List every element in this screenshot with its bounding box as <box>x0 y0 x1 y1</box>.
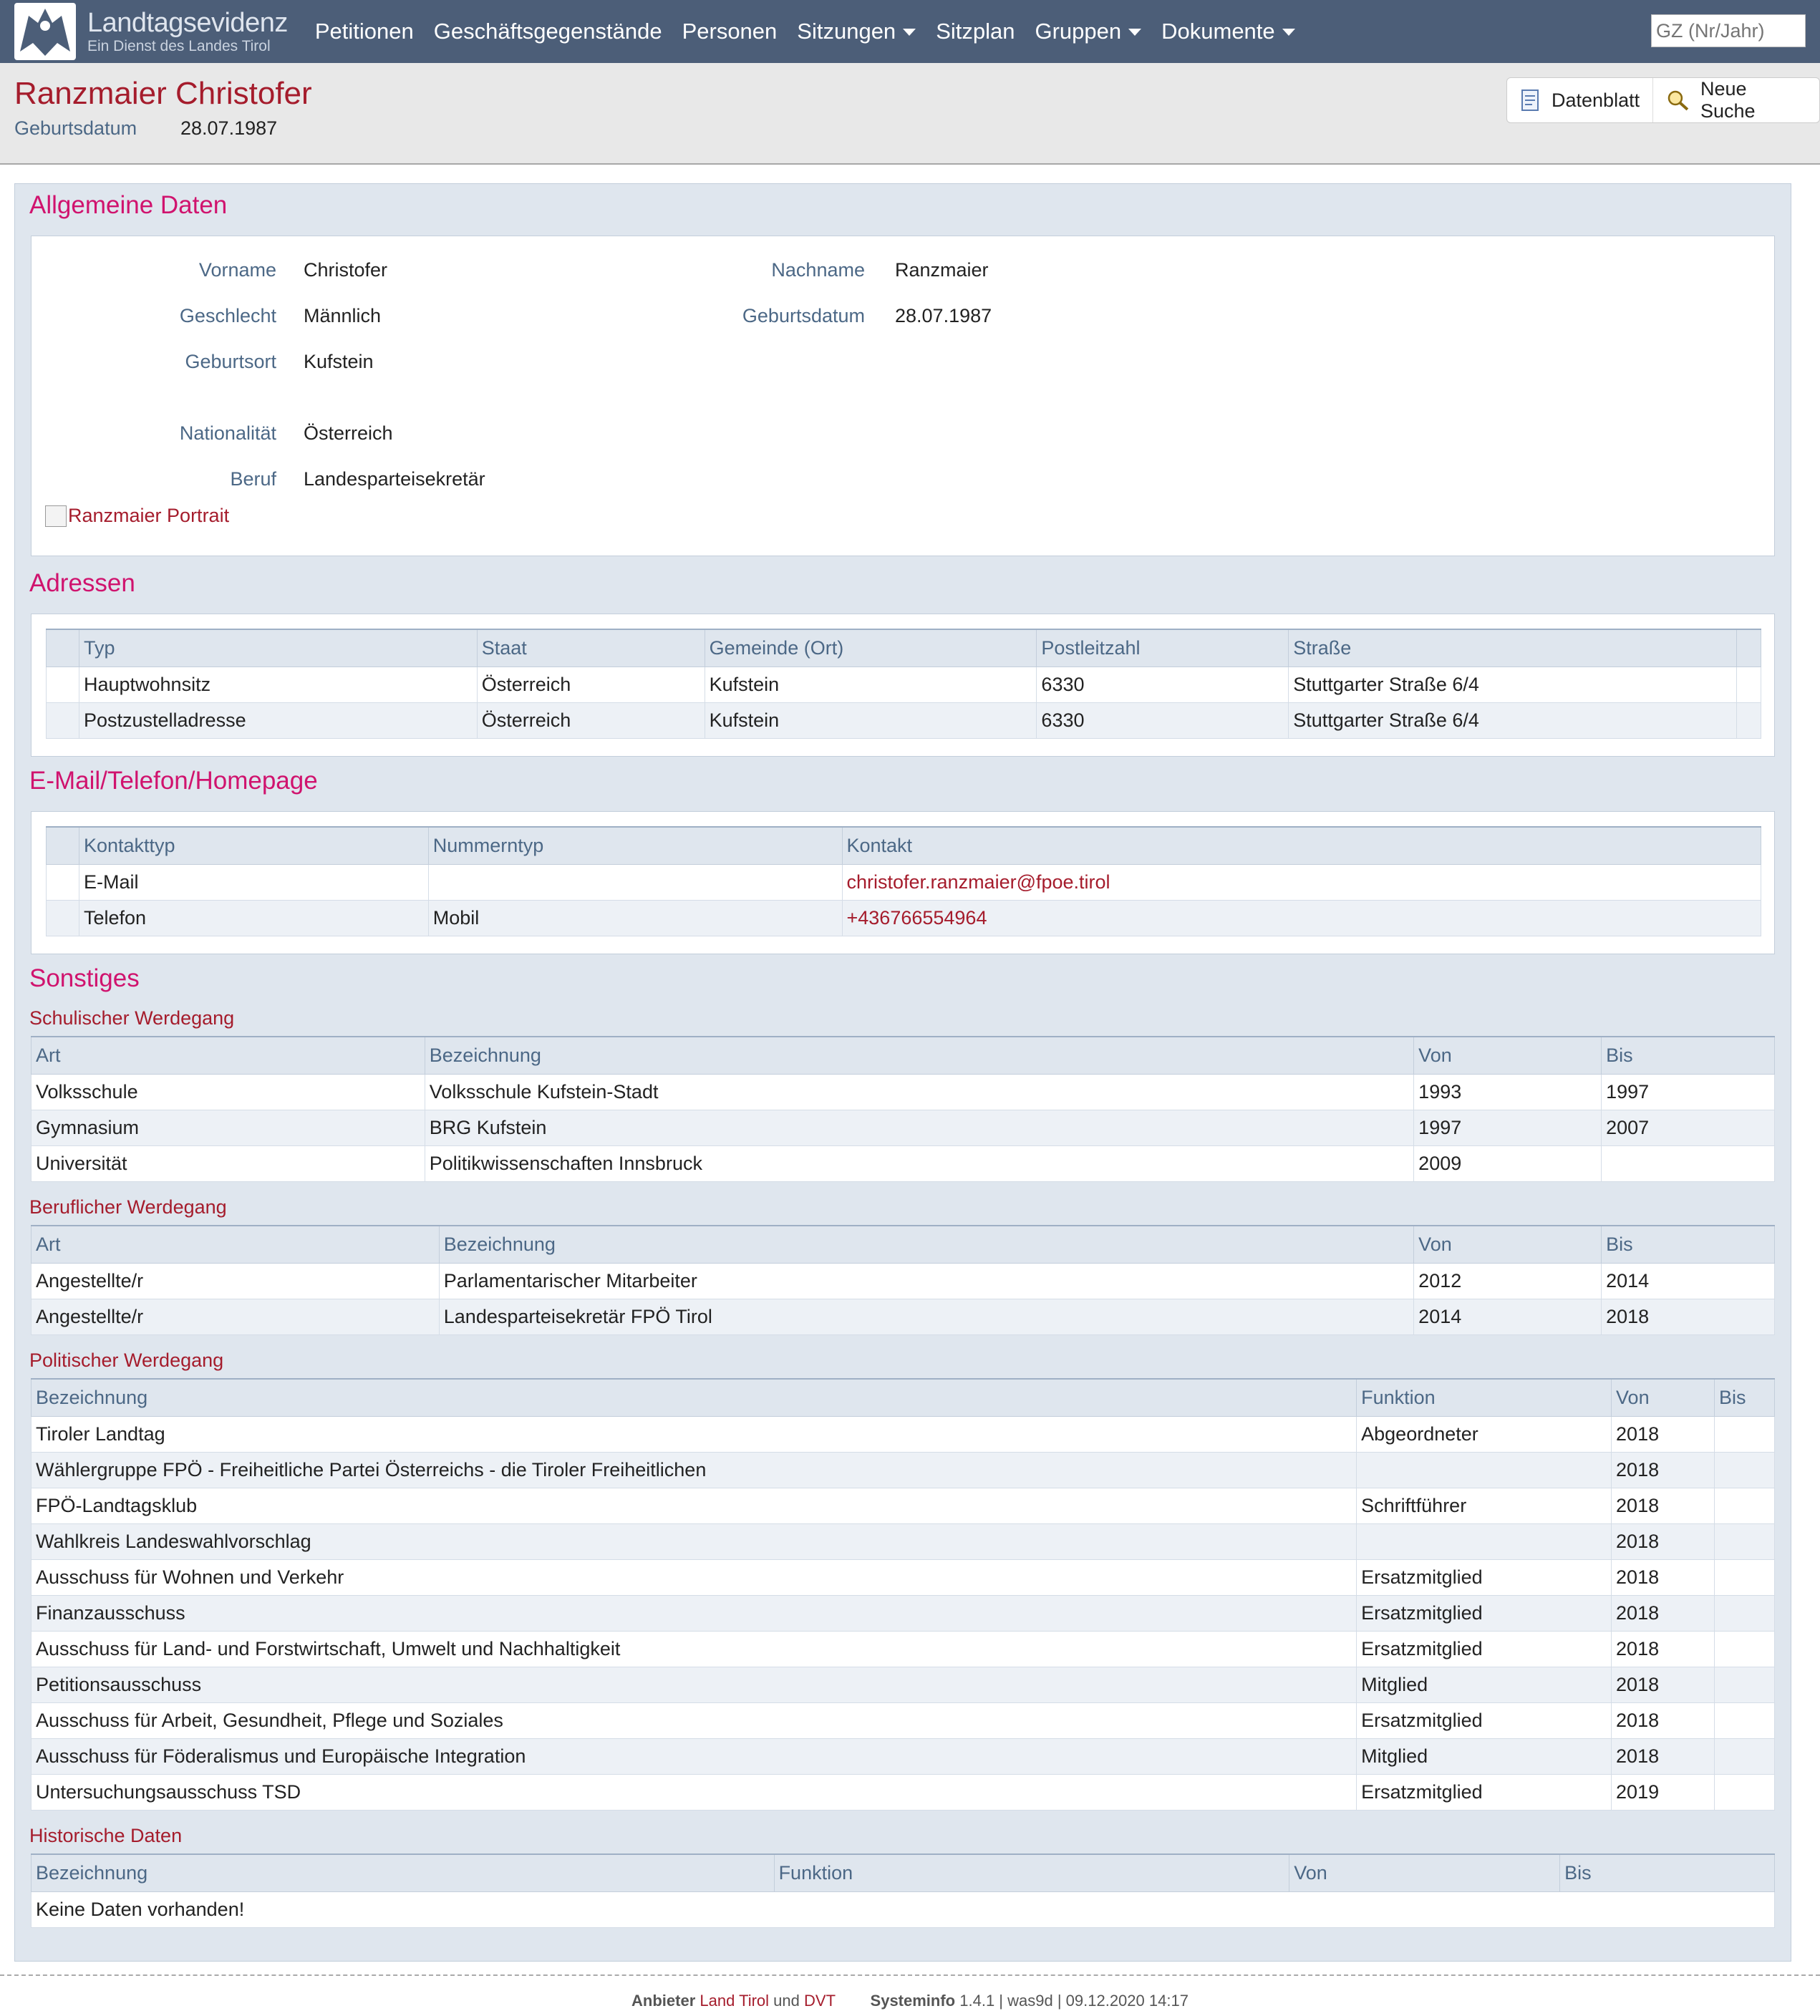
table-cell: 2018 <box>1612 1738 1715 1774</box>
table-row <box>47 900 1761 936</box>
table-row <box>32 1667 1775 1702</box>
table-cell: 2009 <box>1414 1145 1602 1181</box>
portrait-alt-text: Ranzmaier Portrait <box>68 505 230 526</box>
table-cell: Mitglied <box>1357 1738 1612 1774</box>
column-header[interactable]: Von <box>1612 1379 1715 1416</box>
table-cell: Ersatzmitglied <box>1357 1631 1612 1667</box>
table-cell: Volksschule Kufstein-Stadt <box>425 1074 1413 1110</box>
table-header-row <box>32 1226 1775 1263</box>
table-row <box>32 1523 1775 1559</box>
table-cell: 6330 <box>1037 667 1289 702</box>
row-spacer <box>1736 667 1761 702</box>
table-row <box>32 1110 1775 1145</box>
vorname-label: Vorname <box>198 259 276 281</box>
nav-item-personen[interactable] <box>682 19 778 44</box>
land-tirol-link[interactable]: Land Tirol <box>700 1992 770 2010</box>
table-cell: 2007 <box>1602 1110 1775 1145</box>
table-cell: 1993 <box>1414 1074 1602 1110</box>
table-cell <box>1714 1488 1774 1523</box>
section-title-kontakt: E-Mail/Telefon/Homepage <box>29 767 318 795</box>
datenblatt-button[interactable] <box>1507 78 1652 122</box>
table-row <box>47 864 1761 900</box>
kontakt-box <box>31 811 1775 954</box>
table-cell: Ausschuss für Wohnen und Verkehr <box>32 1559 1357 1595</box>
search-magnifier-icon <box>1666 89 1690 112</box>
table-cell: Stuttgarter Straße 6/4 <box>1289 667 1737 702</box>
column-header[interactable]: Art <box>32 1226 440 1263</box>
table-row <box>32 1416 1775 1452</box>
contact-link[interactable]: christofer.ranzmaier@fpoe.tirol <box>846 871 1110 893</box>
table-row <box>32 1702 1775 1738</box>
kontakt-table <box>46 826 1761 936</box>
table-cell: 1997 <box>1414 1110 1602 1145</box>
nav-item-gruppen[interactable] <box>1035 19 1141 44</box>
column-header[interactable]: Funktion <box>774 1854 1289 1891</box>
geburtsort-value: Kufstein <box>304 351 374 372</box>
table-cell: Volksschule <box>32 1074 425 1110</box>
subtitle-schulisch: Schulischer Werdegang <box>29 1007 235 1029</box>
table-cell <box>1714 1559 1774 1595</box>
table-cell: 2018 <box>1612 1416 1715 1452</box>
main-menu <box>305 0 1305 63</box>
caret-down-icon <box>903 29 916 36</box>
section-title-sonstiges: Sonstiges <box>29 964 140 992</box>
table-cell <box>842 864 1761 900</box>
schulisch-table <box>31 1036 1775 1182</box>
table-cell: BRG Kufstein <box>425 1110 1413 1145</box>
nachname-label: Nachname <box>771 259 865 281</box>
table-cell: Mitglied <box>1357 1667 1612 1702</box>
beruf-label: Beruf <box>230 468 276 490</box>
table-cell: Politikwissenschaften Innsbruck <box>425 1145 1413 1181</box>
table-cell: Ausschuss für Arbeit, Gesundheit, Pflege und Soziales <box>32 1702 1357 1738</box>
footer-und: und <box>773 1992 800 2010</box>
table-cell: 2018 <box>1612 1631 1715 1667</box>
column-header[interactable]: Bis <box>1602 1226 1775 1263</box>
footer <box>0 1974 1820 2016</box>
table-cell <box>1714 1595 1774 1631</box>
table-cell: Mobil <box>428 900 842 936</box>
beruf-value: Landesparteisekretär <box>304 468 485 490</box>
table-cell: Telefon <box>79 900 428 936</box>
brand-subtitle: Ein Dienst des Landes Tirol <box>87 38 271 54</box>
table-cell: Ausschuss für Land- und Forstwirtschaft, Umwelt und Nachhaltigkeit <box>32 1631 1357 1667</box>
geschlecht-value: Männlich <box>304 305 382 326</box>
table-cell: Schriftführer <box>1357 1488 1612 1523</box>
table-cell: Stuttgarter Straße 6/4 <box>1289 702 1737 738</box>
table-header-row <box>47 827 1761 864</box>
politisch-table <box>31 1378 1775 1811</box>
table-cell: FPÖ-Landtagsklub <box>32 1488 1357 1523</box>
row-spacer <box>47 900 79 936</box>
table-row <box>32 1299 1775 1334</box>
adressen-table <box>46 629 1761 739</box>
content-panel <box>14 183 1791 1962</box>
table-cell: Wählergruppe FPÖ - Freiheitliche Partei Österreichs - die Tiroler Freiheitlichen <box>32 1452 1357 1488</box>
table-row <box>32 1145 1775 1181</box>
geburtsdatum-value: 28.07.1987 <box>895 305 992 326</box>
header-spacer <box>1736 629 1761 667</box>
nav-item-label: Petitionen <box>314 19 414 44</box>
table-cell: Universität <box>32 1145 425 1181</box>
portrait-image <box>45 505 229 527</box>
table-row <box>32 1452 1775 1488</box>
table-cell: Untersuchungsausschuss TSD <box>32 1774 1357 1810</box>
header-spacer <box>47 629 79 667</box>
table-cell <box>1714 1774 1774 1810</box>
person-header <box>0 63 1820 165</box>
table-cell: Tiroler Landtag <box>32 1416 1357 1452</box>
nav-item-label: Personen <box>682 19 778 44</box>
nav-item-label: Geschäftsgegenstände <box>433 19 662 44</box>
table-cell: E-Mail <box>79 864 428 900</box>
document-icon <box>1520 89 1541 112</box>
subtitle-politisch: Politischer Werdegang <box>29 1349 224 1371</box>
table-cell: Wahlkreis Landeswahlvorschlag <box>32 1523 1357 1559</box>
datenblatt-label: Datenblatt <box>1552 89 1640 111</box>
column-header[interactable]: Straße <box>1289 629 1737 667</box>
table-header-row <box>32 1379 1775 1416</box>
column-header[interactable]: Von <box>1414 1037 1602 1074</box>
table-cell <box>1714 1667 1774 1702</box>
nav-item-label: Sitzungen <box>797 19 896 44</box>
table-row <box>32 1595 1775 1631</box>
table-cell: Petitionsausschuss <box>32 1667 1357 1702</box>
row-spacer <box>47 864 79 900</box>
vorname-value: Christofer <box>304 259 388 281</box>
table-cell: Hauptwohnsitz <box>79 667 477 702</box>
column-header[interactable]: Staat <box>477 629 705 667</box>
table-cell: 2018 <box>1612 1667 1715 1702</box>
geschlecht-label: Geschlecht <box>179 305 276 326</box>
dvt-link[interactable]: DVT <box>804 1992 836 2010</box>
beruflich-table <box>31 1225 1775 1335</box>
table-cell: 2014 <box>1414 1299 1602 1334</box>
table-cell <box>1714 1631 1774 1667</box>
table-row <box>47 667 1761 702</box>
row-spacer <box>47 667 79 702</box>
neue-suche-button[interactable] <box>1652 78 1819 122</box>
column-header[interactable]: Von <box>1414 1226 1602 1263</box>
brand[interactable] <box>13 0 288 63</box>
table-cell: Finanzausschuss <box>32 1595 1357 1631</box>
table-cell: Kufstein <box>705 667 1037 702</box>
historisch-table <box>31 1853 1775 1928</box>
table-cell: Angestellte/r <box>32 1263 440 1299</box>
column-header[interactable]: Bis <box>1602 1037 1775 1074</box>
section-title-adressen: Adressen <box>29 569 135 597</box>
geburtsort-label: Geburtsort <box>185 351 276 372</box>
table-cell: Ersatzmitglied <box>1357 1559 1612 1595</box>
table-cell <box>1714 1702 1774 1738</box>
nav-item-label: Dokumente <box>1161 19 1275 44</box>
table-cell: Parlamentarischer Mitarbeiter <box>439 1263 1413 1299</box>
column-header[interactable]: Bezeichnung <box>32 1854 775 1891</box>
footer-systeminfo-label: Systeminfo <box>870 1992 956 2010</box>
table-row <box>32 1559 1775 1595</box>
header-spacer <box>47 827 79 864</box>
brand-title: Landtagsevidenz <box>87 8 288 38</box>
nationalitaet-label: Nationalität <box>179 422 276 444</box>
table-cell <box>1602 1145 1775 1181</box>
table-cell: Abgeordneter <box>1357 1416 1612 1452</box>
header-button-group <box>1506 77 1820 123</box>
table-cell <box>1357 1452 1612 1488</box>
table-cell: Ersatzmitglied <box>1357 1702 1612 1738</box>
table-cell: Österreich <box>477 667 705 702</box>
column-header[interactable]: Typ <box>79 629 477 667</box>
broken-image-icon <box>45 505 67 527</box>
subtitle-historisch: Historische Daten <box>29 1825 183 1846</box>
row-spacer <box>47 702 79 738</box>
column-header[interactable]: Funktion <box>1357 1379 1612 1416</box>
birth-date-value: 28.07.1987 <box>180 117 278 139</box>
table-cell: 1997 <box>1602 1074 1775 1110</box>
nav-item-petitionen[interactable] <box>315 19 414 44</box>
allgemein-box <box>31 236 1775 556</box>
table-cell: 2019 <box>1612 1774 1715 1810</box>
column-header[interactable]: Kontakt <box>842 827 1761 864</box>
empty-message: Keine Daten vorhanden! <box>32 1891 1775 1927</box>
page-title: Ranzmaier Christofer <box>14 76 312 111</box>
nav-item-geschäftsgegenstände[interactable] <box>434 19 662 44</box>
subtitle-beruflich: Beruflicher Werdegang <box>29 1196 227 1218</box>
nav-item-sitzungen[interactable] <box>797 19 916 44</box>
table-cell: 2018 <box>1612 1488 1715 1523</box>
column-header[interactable]: Bis <box>1714 1379 1774 1416</box>
table-row <box>47 702 1761 738</box>
row-spacer <box>1736 702 1761 738</box>
table-row <box>32 1263 1775 1299</box>
table-cell <box>428 864 842 900</box>
table-cell: Kufstein <box>705 702 1037 738</box>
table-header-row <box>32 1854 1775 1891</box>
gz-search-input[interactable] <box>1651 14 1806 47</box>
column-header[interactable]: Bis <box>1560 1854 1775 1891</box>
column-header[interactable]: Gemeinde (Ort) <box>705 629 1037 667</box>
table-cell: 2018 <box>1612 1523 1715 1559</box>
table-cell: Angestellte/r <box>32 1299 440 1334</box>
table-cell: Postzustelladresse <box>79 702 477 738</box>
table-row <box>32 1074 1775 1110</box>
column-header[interactable]: Postleitzahl <box>1037 629 1289 667</box>
nav-item-dokumente[interactable] <box>1161 19 1295 44</box>
nachname-value: Ranzmaier <box>895 259 989 281</box>
empty-row <box>32 1891 1775 1927</box>
table-cell <box>1714 1738 1774 1774</box>
column-header[interactable]: Art <box>32 1037 425 1074</box>
table-cell: 6330 <box>1037 702 1289 738</box>
table-cell <box>1357 1523 1612 1559</box>
table-row <box>32 1738 1775 1774</box>
birth-date-label: Geburtsdatum <box>14 117 137 139</box>
table-cell: Ausschuss für Föderalismus und Europäische Integration <box>32 1738 1357 1774</box>
column-header[interactable]: Bezeichnung <box>425 1037 1413 1074</box>
table-header-row <box>47 629 1761 667</box>
table-cell: 2018 <box>1612 1452 1715 1488</box>
footer-anbieter-label: Anbieter <box>631 1992 696 2010</box>
table-cell: Ersatzmitglied <box>1357 1774 1612 1810</box>
table-cell: Gymnasium <box>32 1110 425 1145</box>
table-cell <box>1714 1452 1774 1488</box>
column-header[interactable]: Bezeichnung <box>32 1379 1357 1416</box>
adressen-box <box>31 614 1775 757</box>
table-cell: Ersatzmitglied <box>1357 1595 1612 1631</box>
neue-suche-label: Neue Suche <box>1700 78 1756 122</box>
table-cell: Österreich <box>477 702 705 738</box>
column-header[interactable]: Nummerntyp <box>428 827 842 864</box>
top-navbar <box>0 0 1820 63</box>
nationalitaet-value: Österreich <box>304 422 393 444</box>
table-cell: 2014 <box>1602 1263 1775 1299</box>
nav-item-label: Sitzplan <box>936 19 1015 44</box>
table-cell <box>1714 1416 1774 1452</box>
column-header[interactable]: Kontakttyp <box>79 827 428 864</box>
table-row <box>32 1774 1775 1810</box>
nav-item-label: Gruppen <box>1035 19 1122 44</box>
nav-item-sitzplan[interactable] <box>936 19 1015 44</box>
table-row <box>32 1488 1775 1523</box>
caret-down-icon <box>1128 29 1141 36</box>
geburtsdatum-label: Geburtsdatum <box>742 305 865 326</box>
caret-down-icon <box>1282 29 1295 36</box>
tirol-eagle-logo <box>13 1 77 62</box>
table-cell: 2018 <box>1612 1595 1715 1631</box>
table-cell: 2018 <box>1612 1702 1715 1738</box>
column-header[interactable]: Von <box>1289 1854 1560 1891</box>
table-header-row <box>32 1037 1775 1074</box>
section-title-allgemein: Allgemeine Daten <box>29 191 228 219</box>
table-cell: 2018 <box>1612 1559 1715 1595</box>
table-cell: Landesparteisekretär FPÖ Tirol <box>439 1299 1413 1334</box>
column-header[interactable]: Bezeichnung <box>439 1226 1413 1263</box>
table-cell <box>842 900 1761 936</box>
contact-link[interactable]: +436766554964 <box>846 906 987 929</box>
table-cell: 2012 <box>1414 1263 1602 1299</box>
table-row <box>32 1631 1775 1667</box>
table-cell <box>1714 1523 1774 1559</box>
table-cell: 2018 <box>1602 1299 1775 1334</box>
footer-systeminfo-value: 1.4.1 | was9d | 09.12.2020 14:17 <box>959 1992 1189 2010</box>
